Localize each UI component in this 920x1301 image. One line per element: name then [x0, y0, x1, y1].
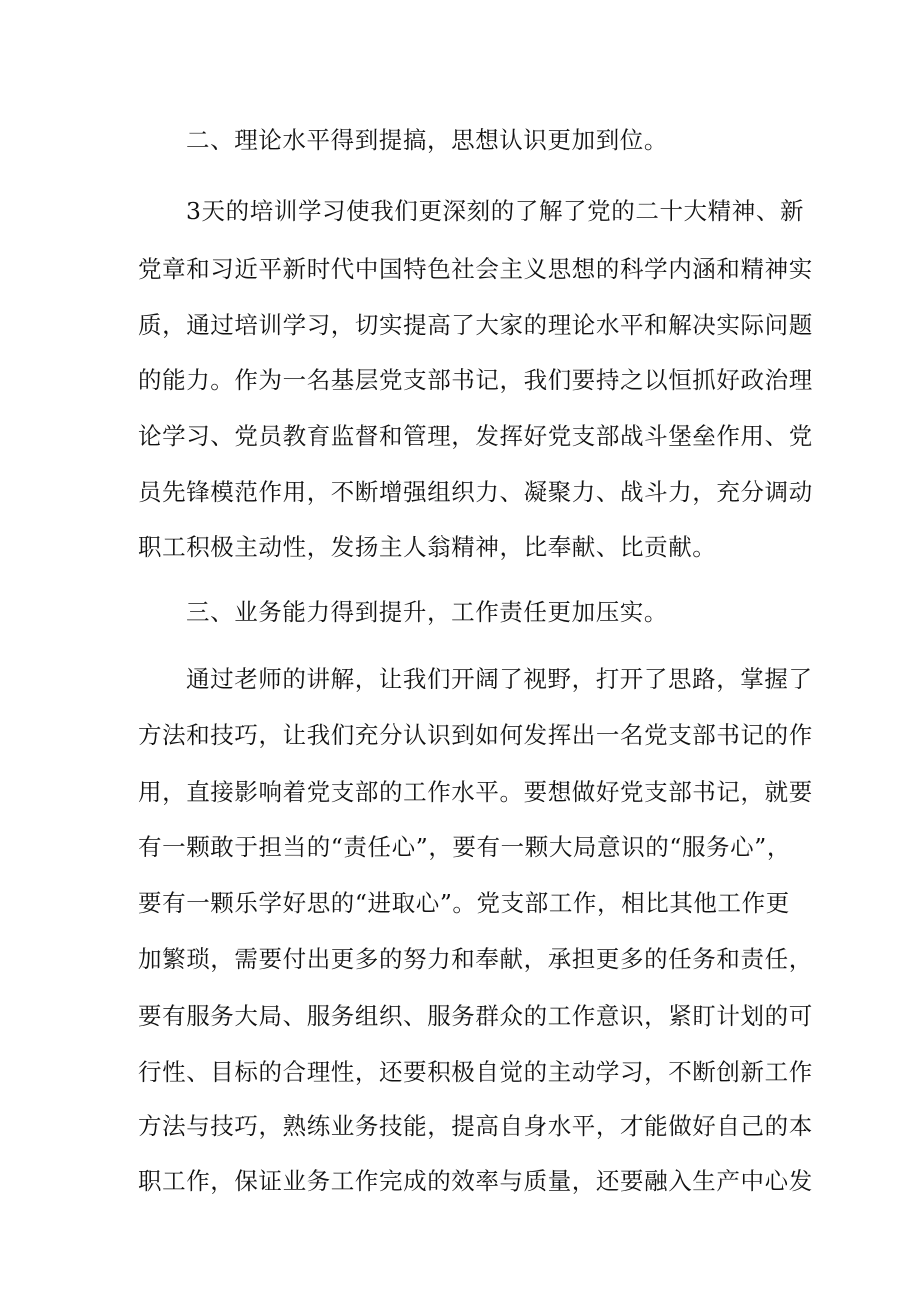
paragraph-line: 方法与技巧，熟练业务技能，提高自身水平，才能做好自己的本 [138, 1112, 813, 1140]
paragraph-line: 3天的培训学习使我们更深刻的了解了党的二十大精神、新 [186, 197, 805, 225]
paragraph-line: 通过老师的讲解，让我们开阔了视野，打开了思路，掌握了 [186, 665, 813, 693]
paragraph-line: 有一颗敢于担当的“责任心”，要有一颗大局意识的“服务心”， [138, 833, 791, 861]
paragraph-line: 党章和习近平新时代中国特色社会主义思想的科学内涵和精神实 [138, 255, 813, 283]
paragraph-line: 质，通过培训学习，切实提高了大家的理论水平和解决实际问题 [138, 311, 813, 339]
paragraph-line: 要有服务大局、服务组织、服务群众的工作意识，紧盯计划的可 [138, 1002, 813, 1030]
paragraph-line: 行性、目标的合理性，还要积极自觉的主动学习，不断创新工作 [138, 1058, 813, 1086]
paragraph-line: 加繁琐，需要付出更多的努力和奉献，承担更多的任务和责任， [138, 945, 813, 973]
paragraph-line: 的能力。作为一名基层党支部书记，我们要持之以恒抓好政治理 [138, 366, 813, 394]
section-heading-2: 二、理论水平得到提搞，思想认识更加到位。 [186, 126, 668, 154]
paragraph-line: 方法和技巧，让我们充分认识到如何发挥出一名党支部书记的作 [138, 721, 813, 749]
paragraph-line: 职工积极主动性，发扬主人翁精神，比奉献、比贡献。 [138, 533, 717, 561]
paragraph-line: 员先锋模范作用，不断增强组织力、凝聚力、战斗力，充分调动 [138, 478, 813, 506]
paragraph-line: 用，直接影响着党支部的工作水平。要想做好党支部书记，就要 [138, 778, 813, 806]
paragraph-line: 论学习、党员教育监督和管理，发挥好党支部战斗堡垒作用、党 [138, 422, 813, 450]
section-heading-3: 三、业务能力得到提升，工作责任更加压实。 [186, 598, 668, 626]
paragraph-line: 要有一颗乐学好思的“进取心”。党支部工作，相比其他工作更 [138, 889, 790, 917]
paragraph-line: 职工作，保证业务工作完成的效率与质量，还要融入生产中心发 [138, 1167, 813, 1195]
